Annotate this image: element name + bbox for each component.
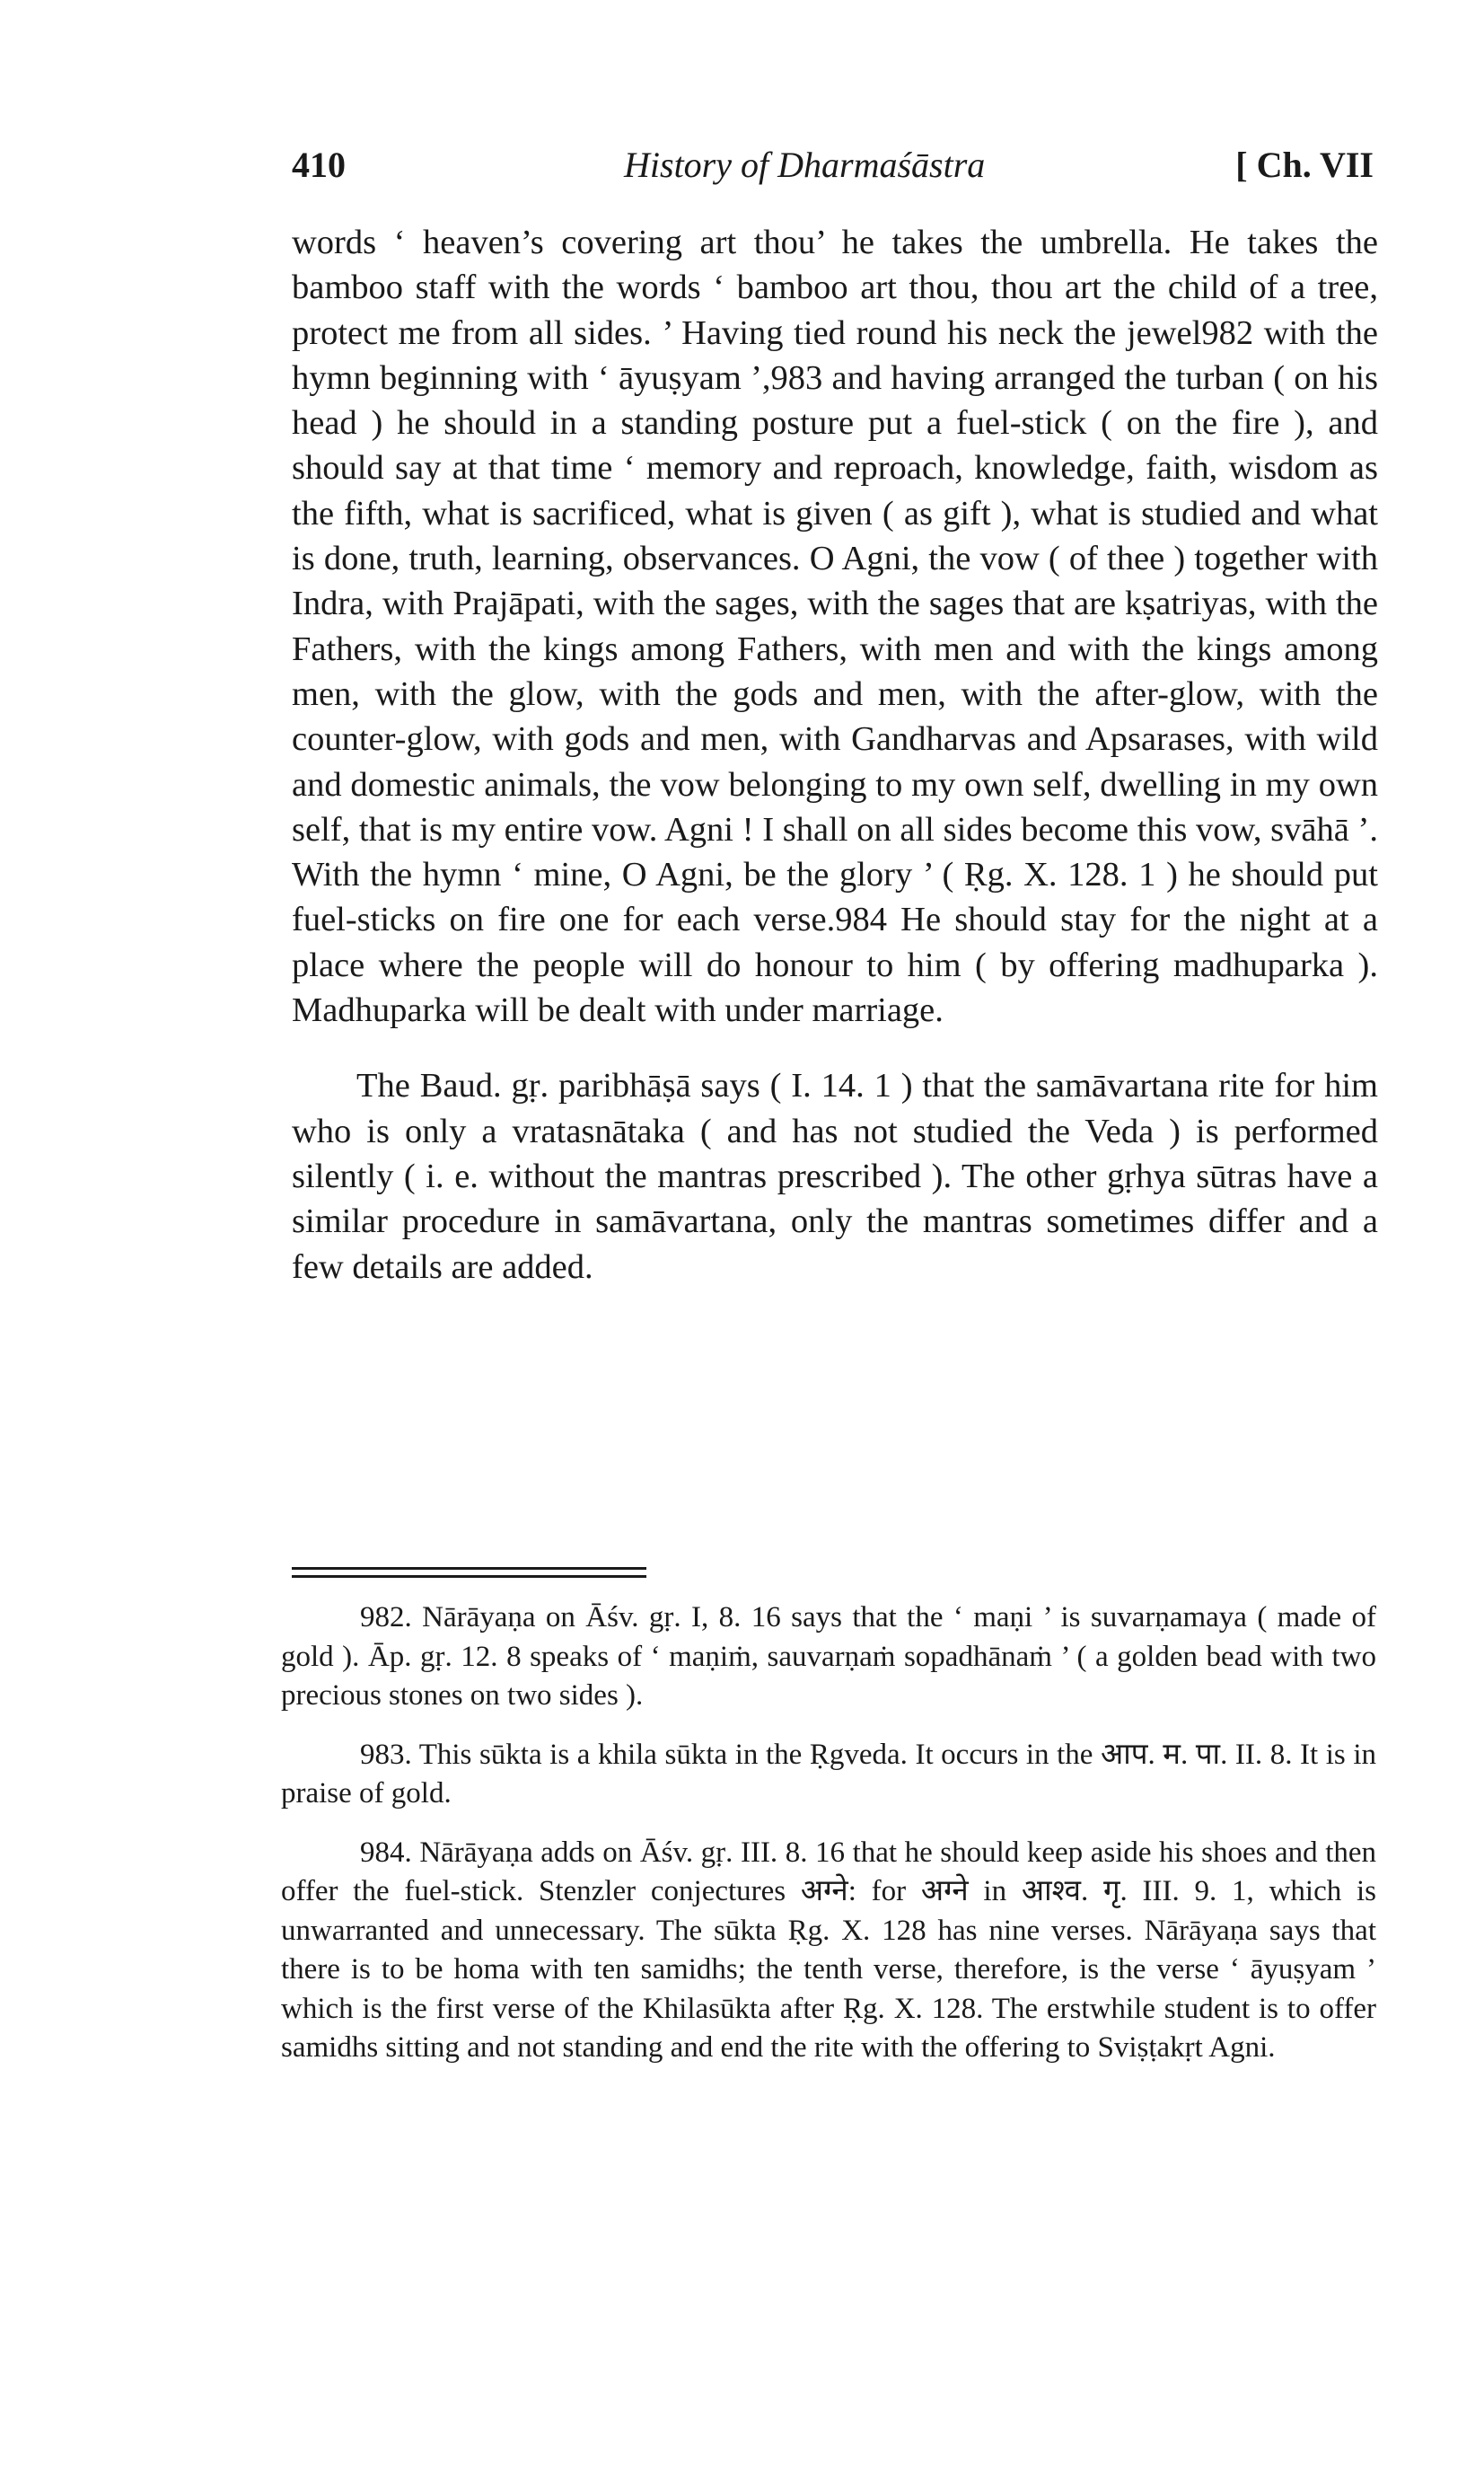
footnote-number: 984. <box>360 1836 412 1869</box>
body-paragraph-1: words ‘ heaven’s covering art thou’ he takes the umbrella. He takes the bamboo staff with the words ‘ bamboo art thou, thou art the child of a tree, protect me from all sides. ’ Having tied round his neck the jewel982 with the hymn beginning with ‘ āyuṣyam ’,983 and having arranged the turban ( on his head ) he should in a standing posture put a fuel-stick ( on the fire ), and should say at that time ‘ memory and reproach, knowledge, faith, wisdom as the fifth, what is sacrificed, what is given ( as gift ), what is studied and what is done, truth, learning, observances. O Agni, the vow ( of thee ) together with Indra, with Prajāpati, with the sages, with the sages that are kṣatriyas, with the Fathers, with the kings among Fathers, with men and with the kings among men, with the glow, with the gods and men, with the after-glow, with the counter-glow, with gods and men, with Gandharvas and Apsarases, with wild and domestic animals, the vow belonging to my own self, dwelling in my own self, that is my entire vow. Agni ! I shall on all sides become this vow, svāhā ’. With the hymn ‘ mine, O Agni, be the glory ’ ( Ṛg. X. 128. 1 ) he should put fuel-sticks on fire one for each verse.984 He should stay for the night at a place where the people will do honour to him ( by offering madhuparka ). Madhuparka will be dealt with under marriage. <box>292 224 1378 1030</box>
page-number: 410 <box>292 145 346 185</box>
footnote-number: 983. <box>360 1738 412 1771</box>
footnote-number: 982. <box>360 1601 412 1633</box>
footnote-text: This sūkta is a khila sūkta in the Ṛgveda. It occurs in the आप. म. पा. II. 8. It is in praise of gold. <box>281 1738 1376 1810</box>
footnote-983 <box>281 1736 1376 1814</box>
separator-rule-bottom <box>292 1575 646 1578</box>
page-header <box>292 144 1374 198</box>
chapter-label: [ Ch. VII <box>1235 145 1374 185</box>
footnote-982 <box>281 1598 1376 1716</box>
separator-rule-top <box>292 1567 646 1570</box>
footnote-984 <box>281 1834 1376 2068</box>
running-title: History of Dharmaśāstra <box>624 145 986 185</box>
footnote-text: Nārāyaṇa on Āśv. gṛ. I, 8. 16 says that the ‘ maṇi ’ is suvarṇamaya ( made of gold ). Āp. gṛ. 12. 8 speaks of ‘ maṇiṁ, sauvarṇaṁ sopadhānaṁ ’ ( a golden bead with two precious stones on two sides ). <box>281 1601 1376 1712</box>
footnote-text: Nārāyaṇa adds on Āśv. gṛ. III. 8. 16 that he should keep aside his shoes and then offer the fuel-stick. Stenzler conjectures अग्ने: for अग्ने in आश्व. गृ. III. 9. 1, which is unwarranted and unnecessary. The sūkta Ṛg. X. 128 has nine verses. Nārāyaṇa says that there is to be homa with ten samidhs; the tenth verse, therefore, is the verse ‘ āyuṣyam ’ which is the first verse of the Khilasūkta after Ṛg. X. 128. The erstwhile student is to offer samidhs sitting and not standing and end the rite with the offering to Sviṣṭakṛt Agni. <box>281 1836 1377 2064</box>
footnotes <box>281 1598 1376 2088</box>
main-text <box>292 220 1378 1290</box>
footnote-separator <box>292 1567 646 1583</box>
body-paragraph-2: The Baud. gṛ. paribhāṣā says ( I. 14. 1 ) that the samāvartana rite for him who is only a vratasnātaka ( and has not studied the Veda ) is performed silently ( i. e. without the mantras prescribed ). The other gṛhya sūtras have a similar procedure in samāvartana, only the mantras sometimes differ and a few details are added. <box>292 1067 1378 1286</box>
